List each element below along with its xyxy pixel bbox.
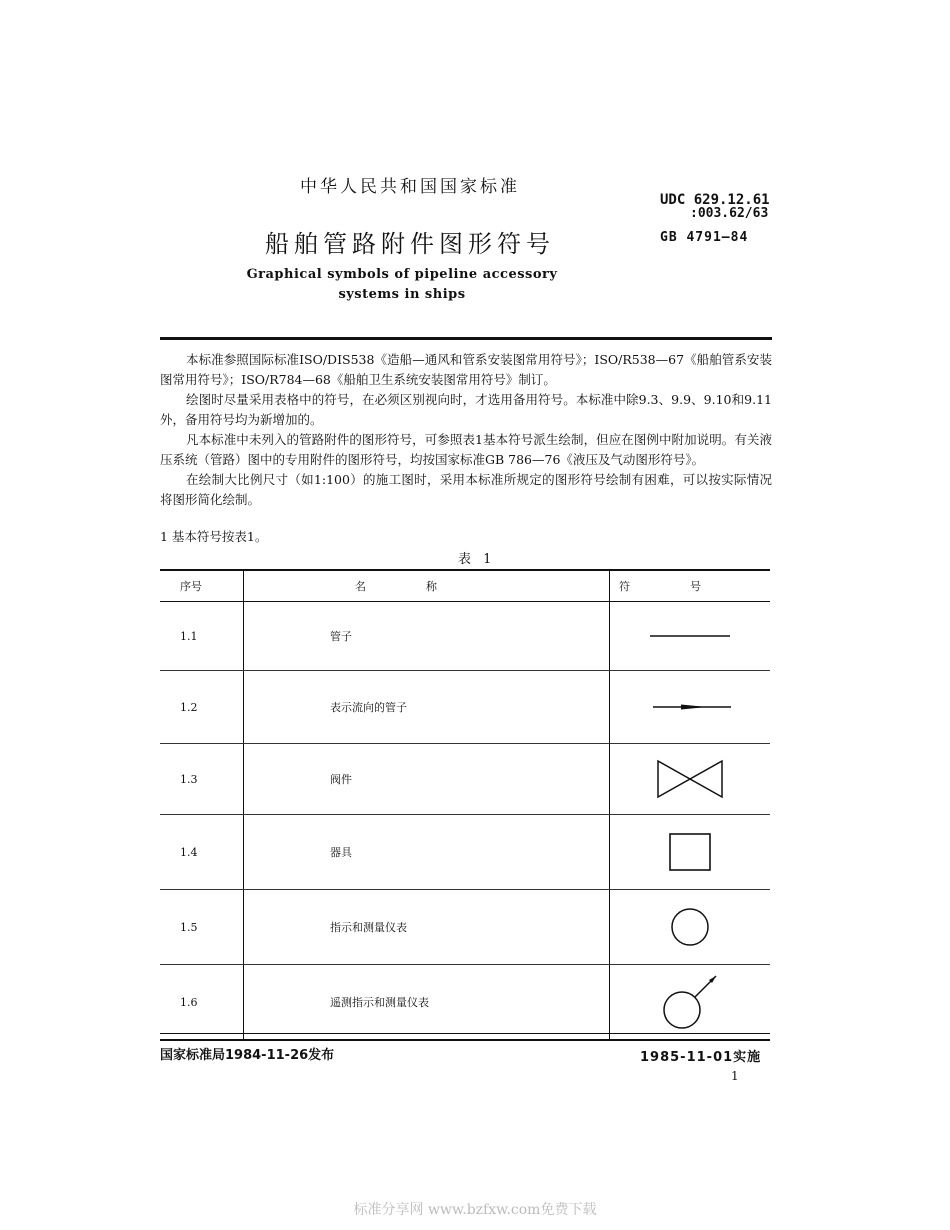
- header-number: 序号: [160, 570, 244, 602]
- udc-code: [660, 192, 770, 221]
- page-number: 1: [731, 1069, 739, 1083]
- row-symbol: [610, 815, 771, 890]
- row-name: 管子: [244, 602, 610, 671]
- circle-arrow-symbol: [658, 972, 722, 1032]
- square-symbol: [667, 831, 713, 873]
- udc-line2: :003.62/63: [690, 206, 769, 221]
- flow-arrow-symbol: [645, 697, 735, 717]
- table-title: 表 1: [458, 552, 496, 567]
- row-name: 指示和测量仪表: [244, 890, 610, 965]
- title-english: [0, 265, 804, 305]
- row-symbol: [610, 602, 771, 671]
- row-name: 遥测指示和测量仪表: [244, 965, 610, 1041]
- row-symbol: [610, 965, 771, 1041]
- table-row: [160, 602, 770, 671]
- row-number: 1.1: [160, 602, 244, 671]
- row-symbol: [610, 744, 771, 815]
- row-number: 1.6: [160, 965, 244, 1041]
- valve-symbol: [655, 758, 725, 800]
- row-name: 阀件: [244, 744, 610, 815]
- row-name: 表示流向的管子: [244, 671, 610, 744]
- title-english-line1: Graphical symbols of pipeline accessory: [246, 267, 558, 282]
- issued-date: 国家标准局1984-11-26发布: [160, 1048, 335, 1063]
- body-text: [160, 350, 772, 510]
- row-number: 1.5: [160, 890, 244, 965]
- row-symbol: [610, 671, 771, 744]
- row-number: 1.2: [160, 671, 244, 744]
- header-name: 名称: [244, 570, 610, 602]
- clause-1: 1 基本符号按表1。: [160, 529, 268, 544]
- symbols-table: [160, 569, 770, 1041]
- paragraph: 绘图时尽量采用表格中的符号，在必须区别视向时，才选用备用符号。本标准中除9.3、9.9、9.10和9.11外，备用符号均为新增加的。: [160, 392, 772, 427]
- table-row: [160, 890, 770, 965]
- row-number: 1.4: [160, 815, 244, 890]
- paragraph: 凡本标准中未列入的管路附件的图形符号，可参照表1基本符号派生绘制，但应在图例中附加说明。有关液压系统（管路）图中的专用附件的图形符号，均按国家标准GB 786—76《液压及气动图形符号》。: [160, 432, 772, 467]
- pipe-line-symbol: [645, 626, 735, 646]
- title-english-line2: systems in ships: [338, 287, 466, 302]
- header-symbol: 符号: [610, 570, 771, 602]
- title-chinese: 船舶管路附件图形符号: [265, 230, 555, 258]
- national-standard-heading: 中华人民共和国国家标准: [300, 177, 520, 197]
- table-row: [160, 965, 770, 1041]
- paragraph: 在绘制大比例尺寸（如1:100）的施工图时，采用本标准所规定的图形符号绘制有困难，可以按实际情况将图形简化绘制。: [160, 472, 772, 507]
- effective-date: 1985-11-01实施: [640, 1050, 762, 1065]
- table-header-row: [160, 570, 770, 602]
- table-row: [160, 815, 770, 890]
- table-row: [160, 744, 770, 815]
- paragraph: 本标准参照国际标准ISO/DIS538《造船—通风和管系安装图常用符号》；ISO/R538—67《船舶管系安装图常用符号》；ISO/R784—68《船舶卫生系统安装图常用符号》制订。: [160, 352, 772, 387]
- gb-number: GB 4791—84: [660, 230, 749, 245]
- row-symbol: [610, 890, 771, 965]
- watermark: 标准分享网 www.bzfxw.com免费下载: [353, 1202, 597, 1218]
- row-name: 器具: [244, 815, 610, 890]
- circle-symbol: [668, 905, 712, 949]
- header-rule: [160, 337, 772, 340]
- table-row: [160, 671, 770, 744]
- row-number: 1.3: [160, 744, 244, 815]
- footer-rule: [160, 1033, 770, 1034]
- udc-line1: UDC 629.12.61: [660, 192, 770, 208]
